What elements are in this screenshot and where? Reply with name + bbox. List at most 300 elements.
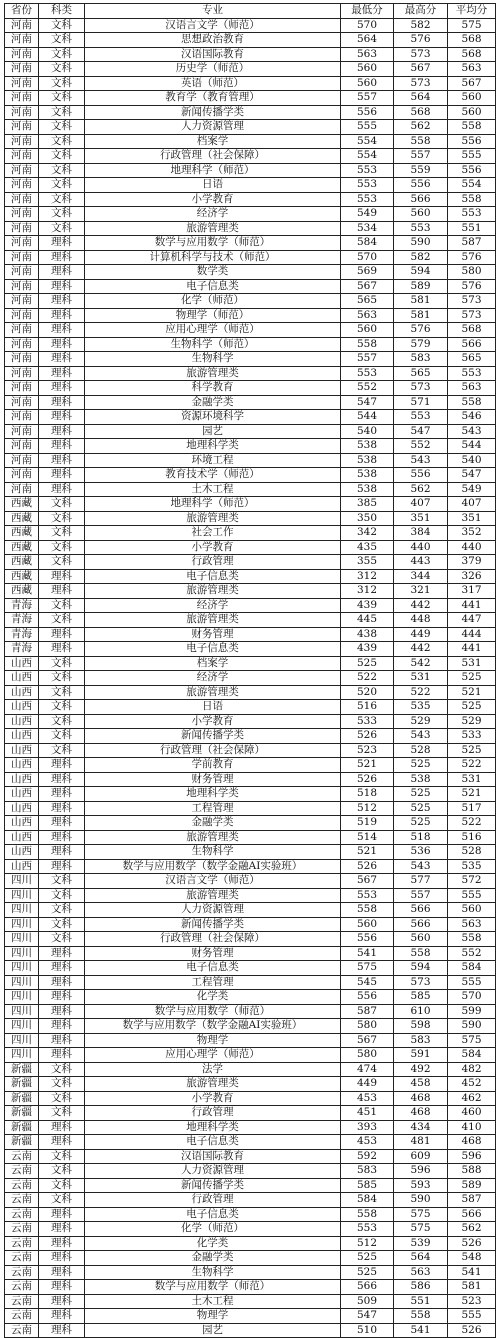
- cell-avg-score: 468: [448, 1135, 496, 1150]
- cell-max-score: 449: [394, 627, 448, 642]
- cell-max-score: 448: [394, 613, 448, 628]
- cell-province: 西藏: [5, 526, 39, 541]
- cell-min-score: 556: [341, 990, 394, 1005]
- table-row: [5, 250, 496, 265]
- cell-province: 四川: [5, 888, 39, 903]
- cell-avg-score: 584: [448, 1048, 496, 1063]
- cell-min-score: 545: [341, 975, 394, 990]
- cell-province: 新疆: [5, 1106, 39, 1121]
- cell-province: 河南: [5, 453, 39, 468]
- table-row: [5, 511, 496, 526]
- cell-max-score: 528: [394, 743, 448, 758]
- table-row: [5, 439, 496, 454]
- cell-max-score: 536: [394, 845, 448, 860]
- cell-min-score: 558: [341, 903, 394, 918]
- cell-avg-score: 553: [448, 366, 496, 381]
- cell-min-score: 449: [341, 1077, 394, 1092]
- cell-avg-score: 572: [448, 874, 496, 889]
- cell-major: 教育技术学（师范）: [85, 468, 341, 483]
- cell-max-score: 577: [394, 874, 448, 889]
- cell-avg-score: 452: [448, 1077, 496, 1092]
- header-avg-score: 平均分: [448, 4, 496, 19]
- cell-major: 汉语国际教育: [85, 1149, 341, 1164]
- cell-max-score: 539: [394, 1236, 448, 1251]
- cell-major: 法学: [85, 1062, 341, 1077]
- cell-subject-type: 理科: [39, 584, 85, 599]
- cell-avg-score: 317: [448, 584, 496, 599]
- cell-major: 财务管理: [85, 627, 341, 642]
- cell-max-score: 541: [394, 1323, 448, 1338]
- cell-province: 河南: [5, 265, 39, 280]
- table-row: [5, 830, 496, 845]
- cell-min-score: 439: [341, 598, 394, 613]
- cell-major: 电子信息类: [85, 569, 341, 584]
- cell-major: 应用心理学（师范）: [85, 1048, 341, 1063]
- cell-avg-score: 556: [448, 134, 496, 149]
- cell-avg-score: 581: [448, 1280, 496, 1295]
- cell-subject-type: 理科: [39, 250, 85, 265]
- cell-province: 河南: [5, 91, 39, 106]
- cell-max-score: 573: [394, 975, 448, 990]
- table-row: [5, 221, 496, 236]
- cell-subject-type: 理科: [39, 1265, 85, 1280]
- cell-province: 河南: [5, 149, 39, 164]
- cell-min-score: 525: [341, 656, 394, 671]
- cell-min-score: 526: [341, 859, 394, 874]
- cell-avg-score: 558: [448, 932, 496, 947]
- cell-major: 数学类: [85, 265, 341, 280]
- cell-max-score: 581: [394, 308, 448, 323]
- cell-avg-score: 599: [448, 1004, 496, 1019]
- cell-avg-score: 526: [448, 1236, 496, 1251]
- cell-subject-type: 理科: [39, 1207, 85, 1222]
- cell-province: 云南: [5, 1294, 39, 1309]
- cell-province: 山西: [5, 656, 39, 671]
- cell-major: 电子信息类: [85, 1207, 341, 1222]
- cell-min-score: 575: [341, 961, 394, 976]
- cell-max-score: 585: [394, 990, 448, 1005]
- cell-min-score: 553: [341, 1222, 394, 1237]
- cell-min-score: 445: [341, 613, 394, 628]
- cell-min-score: 566: [341, 1280, 394, 1295]
- cell-province: 河南: [5, 323, 39, 338]
- cell-max-score: 543: [394, 859, 448, 874]
- cell-province: 河南: [5, 366, 39, 381]
- cell-major: 数学与应用数学（数学金融AI实验班）: [85, 859, 341, 874]
- cell-major: 历史学（师范）: [85, 62, 341, 77]
- cell-min-score: 518: [341, 787, 394, 802]
- cell-major: 小学教育: [85, 714, 341, 729]
- cell-subject-type: 文科: [39, 743, 85, 758]
- table-row: [5, 1265, 496, 1280]
- cell-subject-type: 文科: [39, 729, 85, 744]
- cell-avg-score: 529: [448, 714, 496, 729]
- cell-avg-score: 546: [448, 410, 496, 425]
- cell-avg-score: 558: [448, 192, 496, 207]
- cell-province: 河南: [5, 192, 39, 207]
- cell-subject-type: 理科: [39, 482, 85, 497]
- cell-max-score: 558: [394, 1309, 448, 1324]
- table-row: [5, 845, 496, 860]
- cell-subject-type: 文科: [39, 1164, 85, 1179]
- table-row: [5, 903, 496, 918]
- cell-avg-score: 556: [448, 163, 496, 178]
- cell-min-score: 541: [341, 946, 394, 961]
- cell-avg-score: 553: [448, 207, 496, 222]
- cell-province: 河南: [5, 424, 39, 439]
- cell-avg-score: 558: [448, 395, 496, 410]
- table-row: [5, 47, 496, 62]
- cell-major: 土木工程: [85, 1294, 341, 1309]
- cell-province: 山西: [5, 845, 39, 860]
- cell-province: 云南: [5, 1164, 39, 1179]
- cell-province: 河南: [5, 410, 39, 425]
- table-row: [5, 1019, 496, 1034]
- cell-province: 西藏: [5, 497, 39, 512]
- cell-subject-type: 理科: [39, 946, 85, 961]
- cell-min-score: 512: [341, 801, 394, 816]
- table-row: [5, 932, 496, 947]
- cell-max-score: 609: [394, 1149, 448, 1164]
- cell-subject-type: 理科: [39, 758, 85, 773]
- cell-major: 思想政治教育: [85, 33, 341, 48]
- table-row: [5, 468, 496, 483]
- cell-max-score: 575: [394, 1222, 448, 1237]
- table-row: [5, 816, 496, 831]
- cell-province: 四川: [5, 946, 39, 961]
- cell-major: 生物科学: [85, 352, 341, 367]
- cell-min-score: 451: [341, 1106, 394, 1121]
- cell-major: 旅游管理类: [85, 830, 341, 845]
- cell-max-score: 575: [394, 1207, 448, 1222]
- cell-subject-type: 文科: [39, 932, 85, 947]
- cell-avg-score: 576: [448, 279, 496, 294]
- table-row: [5, 874, 496, 889]
- cell-subject-type: 理科: [39, 1309, 85, 1324]
- table-row: [5, 18, 496, 33]
- cell-subject-type: 文科: [39, 700, 85, 715]
- cell-province: 河南: [5, 395, 39, 410]
- cell-province: 山西: [5, 816, 39, 831]
- cell-min-score: 580: [341, 1048, 394, 1063]
- cell-avg-score: 549: [448, 482, 496, 497]
- cell-subject-type: 文科: [39, 497, 85, 512]
- cell-avg-score: 543: [448, 424, 496, 439]
- cell-avg-score: 558: [448, 120, 496, 135]
- cell-max-score: 518: [394, 830, 448, 845]
- cell-avg-score: 584: [448, 961, 496, 976]
- table-row: [5, 917, 496, 932]
- cell-max-score: 564: [394, 1251, 448, 1266]
- cell-avg-score: 326: [448, 569, 496, 584]
- table-row: [5, 1193, 496, 1208]
- cell-subject-type: 理科: [39, 468, 85, 483]
- table-row: [5, 236, 496, 251]
- cell-min-score: 553: [341, 163, 394, 178]
- cell-province: 河南: [5, 294, 39, 309]
- cell-major: 新闻传播学类: [85, 917, 341, 932]
- cell-province: 四川: [5, 990, 39, 1005]
- cell-avg-score: 541: [448, 1265, 496, 1280]
- cell-min-score: 522: [341, 671, 394, 686]
- cell-max-score: 525: [394, 801, 448, 816]
- cell-max-score: 344: [394, 569, 448, 584]
- cell-subject-type: 文科: [39, 76, 85, 91]
- cell-province: 四川: [5, 1033, 39, 1048]
- cell-subject-type: 文科: [39, 540, 85, 555]
- cell-major: 新闻传播学类: [85, 105, 341, 120]
- cell-province: 河南: [5, 250, 39, 265]
- table-row: [5, 1091, 496, 1106]
- cell-major: 经济学: [85, 671, 341, 686]
- cell-min-score: 519: [341, 816, 394, 831]
- cell-min-score: 512: [341, 1236, 394, 1251]
- cell-subject-type: 文科: [39, 1077, 85, 1092]
- cell-major: 旅游管理类: [85, 888, 341, 903]
- cell-max-score: 531: [394, 671, 448, 686]
- cell-province: 云南: [5, 1309, 39, 1324]
- cell-major: 行政管理: [85, 1106, 341, 1121]
- cell-province: 河南: [5, 207, 39, 222]
- cell-max-score: 440: [394, 540, 448, 555]
- cell-max-score: 522: [394, 685, 448, 700]
- table-row: [5, 337, 496, 352]
- cell-province: 青海: [5, 642, 39, 657]
- table-row: [5, 1178, 496, 1193]
- cell-avg-score: 528: [448, 845, 496, 860]
- table-row: [5, 613, 496, 628]
- cell-avg-score: 555: [448, 149, 496, 164]
- cell-max-score: 525: [394, 787, 448, 802]
- cell-subject-type: 理科: [39, 1120, 85, 1135]
- cell-major: 英语（师范）: [85, 76, 341, 91]
- cell-max-score: 535: [394, 700, 448, 715]
- cell-subject-type: 理科: [39, 627, 85, 642]
- cell-major: 地理科学（师范）: [85, 163, 341, 178]
- cell-avg-score: 566: [448, 1207, 496, 1222]
- cell-major: 小学教育: [85, 540, 341, 555]
- cell-min-score: 521: [341, 758, 394, 773]
- table-row: [5, 265, 496, 280]
- cell-province: 云南: [5, 1178, 39, 1193]
- cell-subject-type: 文科: [39, 18, 85, 33]
- cell-province: 云南: [5, 1236, 39, 1251]
- cell-max-score: 582: [394, 18, 448, 33]
- cell-max-score: 481: [394, 1135, 448, 1150]
- cell-subject-type: 文科: [39, 221, 85, 236]
- cell-min-score: 563: [341, 47, 394, 62]
- cell-max-score: 593: [394, 1178, 448, 1193]
- cell-province: 河南: [5, 308, 39, 323]
- header-row: [5, 4, 496, 19]
- cell-major: 旅游管理类: [85, 685, 341, 700]
- cell-subject-type: 理科: [39, 294, 85, 309]
- cell-province: 河南: [5, 482, 39, 497]
- table-row: [5, 598, 496, 613]
- cell-province: 云南: [5, 1222, 39, 1237]
- table-row: [5, 671, 496, 686]
- table-row: [5, 410, 496, 425]
- cell-province: 河南: [5, 468, 39, 483]
- cell-avg-score: 460: [448, 1106, 496, 1121]
- cell-avg-score: 352: [448, 526, 496, 541]
- cell-avg-score: 568: [448, 47, 496, 62]
- cell-max-score: 560: [394, 932, 448, 947]
- cell-max-score: 573: [394, 47, 448, 62]
- cell-min-score: 565: [341, 294, 394, 309]
- table-row: [5, 526, 496, 541]
- cell-province: 四川: [5, 1048, 39, 1063]
- table-row: [5, 1062, 496, 1077]
- cell-max-score: 579: [394, 337, 448, 352]
- cell-major: 学前教育: [85, 758, 341, 773]
- table-row: [5, 352, 496, 367]
- cell-major: 生物科学: [85, 1265, 341, 1280]
- cell-subject-type: 文科: [39, 526, 85, 541]
- cell-province: 西藏: [5, 540, 39, 555]
- cell-province: 西藏: [5, 584, 39, 599]
- cell-subject-type: 文科: [39, 1193, 85, 1208]
- cell-min-score: 560: [341, 76, 394, 91]
- cell-avg-score: 560: [448, 105, 496, 120]
- cell-subject-type: 理科: [39, 1135, 85, 1150]
- cell-min-score: 585: [341, 1178, 394, 1193]
- cell-min-score: 584: [341, 236, 394, 251]
- cell-max-score: 551: [394, 1294, 448, 1309]
- cell-subject-type: 理科: [39, 859, 85, 874]
- cell-avg-score: 517: [448, 801, 496, 816]
- cell-major: 数学与应用数学（师范）: [85, 236, 341, 251]
- cell-subject-type: 文科: [39, 903, 85, 918]
- cell-max-score: 543: [394, 453, 448, 468]
- table-row: [5, 1280, 496, 1295]
- cell-min-score: 525: [341, 1251, 394, 1266]
- cell-min-score: 580: [341, 1019, 394, 1034]
- cell-avg-score: 522: [448, 816, 496, 831]
- cell-subject-type: 理科: [39, 1251, 85, 1266]
- cell-max-score: 576: [394, 323, 448, 338]
- cell-subject-type: 理科: [39, 410, 85, 425]
- table-row: [5, 134, 496, 149]
- table-row: [5, 1033, 496, 1048]
- cell-min-score: 520: [341, 685, 394, 700]
- cell-max-score: 560: [394, 207, 448, 222]
- table-row: [5, 656, 496, 671]
- table-row: [5, 1207, 496, 1222]
- cell-subject-type: 理科: [39, 366, 85, 381]
- cell-avg-score: 587: [448, 236, 496, 251]
- cell-max-score: 566: [394, 192, 448, 207]
- cell-avg-score: 567: [448, 76, 496, 91]
- table-row: [5, 308, 496, 323]
- cell-min-score: 525: [341, 1265, 394, 1280]
- cell-major: 社会工作: [85, 526, 341, 541]
- cell-subject-type: 理科: [39, 323, 85, 338]
- cell-province: 四川: [5, 961, 39, 976]
- table-row: [5, 1294, 496, 1309]
- cell-avg-score: 568: [448, 33, 496, 48]
- cell-min-score: 540: [341, 424, 394, 439]
- cell-province: 河南: [5, 33, 39, 48]
- table-row: [5, 178, 496, 193]
- table-row: [5, 584, 496, 599]
- cell-max-score: 434: [394, 1120, 448, 1135]
- cell-avg-score: 596: [448, 1149, 496, 1164]
- cell-avg-score: 562: [448, 1222, 496, 1237]
- cell-province: 新疆: [5, 1120, 39, 1135]
- cell-avg-score: 547: [448, 468, 496, 483]
- cell-subject-type: 理科: [39, 816, 85, 831]
- cell-province: 山西: [5, 787, 39, 802]
- cell-min-score: 393: [341, 1120, 394, 1135]
- cell-avg-score: 525: [448, 671, 496, 686]
- cell-max-score: 590: [394, 1193, 448, 1208]
- cell-subject-type: 文科: [39, 874, 85, 889]
- cell-subject-type: 理科: [39, 961, 85, 976]
- cell-avg-score: 551: [448, 221, 496, 236]
- cell-subject-type: 文科: [39, 120, 85, 135]
- table-row: [5, 192, 496, 207]
- cell-major: 人力资源管理: [85, 120, 341, 135]
- table-header: [5, 4, 496, 19]
- cell-subject-type: 文科: [39, 511, 85, 526]
- cell-subject-type: 理科: [39, 990, 85, 1005]
- cell-province: 山西: [5, 772, 39, 787]
- cell-province: 山西: [5, 758, 39, 773]
- table-row: [5, 1222, 496, 1237]
- cell-avg-score: 447: [448, 613, 496, 628]
- cell-max-score: 594: [394, 265, 448, 280]
- cell-max-score: 565: [394, 366, 448, 381]
- cell-subject-type: 文科: [39, 598, 85, 613]
- cell-min-score: 555: [341, 120, 394, 135]
- cell-province: 河南: [5, 62, 39, 77]
- cell-max-score: 586: [394, 1280, 448, 1295]
- cell-min-score: 510: [341, 1323, 394, 1338]
- cell-avg-score: 580: [448, 265, 496, 280]
- cell-province: 河南: [5, 18, 39, 33]
- table-row: [5, 323, 496, 338]
- cell-major: 物理学: [85, 1033, 341, 1048]
- cell-major: 行政管理: [85, 555, 341, 570]
- cell-avg-score: 590: [448, 1019, 496, 1034]
- cell-max-score: 492: [394, 1062, 448, 1077]
- cell-subject-type: 文科: [39, 685, 85, 700]
- cell-subject-type: 理科: [39, 787, 85, 802]
- cell-min-score: 538: [341, 468, 394, 483]
- cell-min-score: 453: [341, 1091, 394, 1106]
- cell-province: 河南: [5, 134, 39, 149]
- cell-min-score: 558: [341, 337, 394, 352]
- table-row: [5, 1004, 496, 1019]
- cell-subject-type: 理科: [39, 308, 85, 323]
- cell-major: 金融学类: [85, 395, 341, 410]
- cell-max-score: 384: [394, 526, 448, 541]
- cell-avg-score: 521: [448, 685, 496, 700]
- cell-max-score: 558: [394, 946, 448, 961]
- cell-max-score: 556: [394, 178, 448, 193]
- table-row: [5, 642, 496, 657]
- cell-min-score: 556: [341, 932, 394, 947]
- cell-max-score: 407: [394, 497, 448, 512]
- cell-subject-type: 理科: [39, 424, 85, 439]
- cell-max-score: 583: [394, 1033, 448, 1048]
- cell-major: 新闻传播学类: [85, 1178, 341, 1193]
- cell-max-score: 443: [394, 555, 448, 570]
- cell-min-score: 474: [341, 1062, 394, 1077]
- cell-major: 地理科学类: [85, 787, 341, 802]
- cell-province: 河南: [5, 279, 39, 294]
